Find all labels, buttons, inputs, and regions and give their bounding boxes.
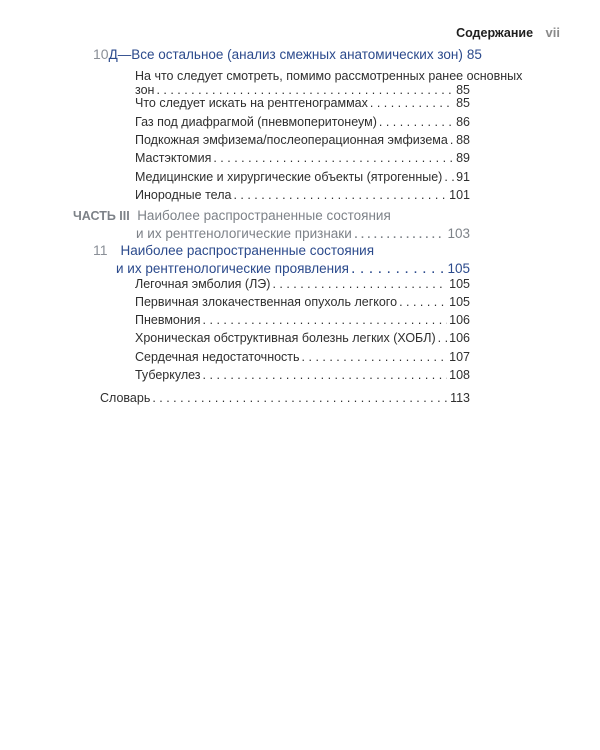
section-page: 89 — [456, 151, 470, 165]
part-page: 103 — [447, 226, 470, 241]
leader-dots — [450, 133, 454, 147]
section-title: Газ под диафрагмой (пневмоперитонеум) — [135, 115, 377, 129]
leader-dots — [203, 368, 448, 382]
part-title-line1: Наиболее распространенные состояния — [137, 208, 391, 223]
chapter-page: 85 — [466, 47, 482, 62]
leader-dots — [156, 83, 454, 97]
leader-dots — [152, 391, 448, 405]
toc-section[interactable] — [135, 350, 470, 364]
toc-section[interactable] — [135, 115, 470, 129]
leader-dots — [370, 96, 454, 110]
section-page: 88 — [456, 133, 470, 147]
section-page: 105 — [449, 295, 470, 309]
part-label: ЧАСТЬ III — [73, 209, 130, 223]
chapter-title-line2: и их рентгенологические проявления — [116, 261, 349, 276]
toc-section[interactable] — [135, 188, 470, 202]
toc-glossary[interactable] — [100, 391, 470, 405]
leader-dots — [351, 260, 445, 278]
toc-section[interactable] — [135, 151, 470, 165]
chapter-title: Д—Все остальное (анализ смежных анатомических зон) — [108, 47, 463, 62]
toc-section[interactable] — [135, 368, 470, 382]
section-page: 85 — [456, 83, 470, 97]
section-page: 86 — [456, 115, 470, 129]
chapter-page: 105 — [447, 261, 470, 276]
leader-dots — [233, 188, 447, 202]
leader-dots — [213, 151, 454, 165]
section-title: Сердечная недостаточность — [135, 350, 300, 364]
section-page: 105 — [449, 277, 470, 291]
chapter-title-line1: Наиболее распространенные состояния — [120, 243, 375, 258]
glossary-title: Словарь — [100, 391, 151, 405]
toc-section[interactable] — [135, 170, 470, 184]
section-title-line1: На что следует смотреть, помимо рассмотренных ранее основных — [135, 69, 523, 83]
section-page: 91 — [456, 170, 470, 184]
chapter-number: 11 — [93, 242, 108, 258]
toc-section[interactable] — [135, 313, 470, 327]
leader-dots — [379, 115, 454, 129]
leader-dots — [354, 225, 446, 243]
section-page: 107 — [449, 350, 470, 364]
section-page: 85 — [456, 96, 470, 110]
section-title: Туберкулез — [135, 368, 201, 382]
section-title: Инородные тела — [135, 188, 232, 202]
leader-dots — [302, 350, 448, 364]
leader-dots — [444, 170, 454, 184]
leader-dots — [272, 277, 447, 291]
toc-section[interactable] — [135, 69, 523, 97]
section-title: Подкожная эмфизема/послеоперационная эмфизема — [135, 133, 448, 147]
running-header-title: Содержание — [456, 26, 534, 40]
running-header-page-number: vii — [545, 25, 560, 40]
toc-chapter-10[interactable] — [93, 46, 482, 64]
section-page: 101 — [449, 188, 470, 202]
section-page: 106 — [449, 313, 470, 327]
section-title: Медицинские и хирургические объекты (ятрогенные) — [135, 170, 443, 184]
toc-chapter-11[interactable] — [93, 242, 470, 278]
toc-part-3[interactable] — [73, 207, 470, 243]
section-title: Пневмония — [135, 313, 201, 327]
toc-section[interactable] — [135, 295, 470, 309]
section-page: 106 — [449, 331, 470, 345]
part-title-line2: и их рентгенологические признаки — [136, 226, 352, 241]
section-title: Мастэктомия — [135, 151, 212, 165]
toc-section[interactable] — [135, 96, 470, 110]
toc-section[interactable] — [135, 277, 470, 291]
leader-dots — [203, 313, 448, 327]
section-title: Легочная эмболия (ЛЭ) — [135, 277, 271, 291]
leader-dots — [438, 331, 448, 345]
section-title: Первичная злокачественная опухоль легкого — [135, 295, 398, 309]
section-title: Что следует искать на рентгенограммах — [135, 96, 368, 110]
leader-dots — [399, 295, 447, 309]
toc-section[interactable] — [135, 331, 470, 345]
section-title: Хроническая обструктивная болезнь легких (ХОБЛ) — [135, 331, 436, 345]
toc-section[interactable] — [135, 133, 470, 147]
glossary-page: 113 — [450, 391, 470, 405]
chapter-number: 10 — [93, 46, 109, 62]
running-header — [456, 24, 560, 42]
section-page: 108 — [449, 368, 470, 382]
section-title-line2: зон — [135, 83, 155, 97]
